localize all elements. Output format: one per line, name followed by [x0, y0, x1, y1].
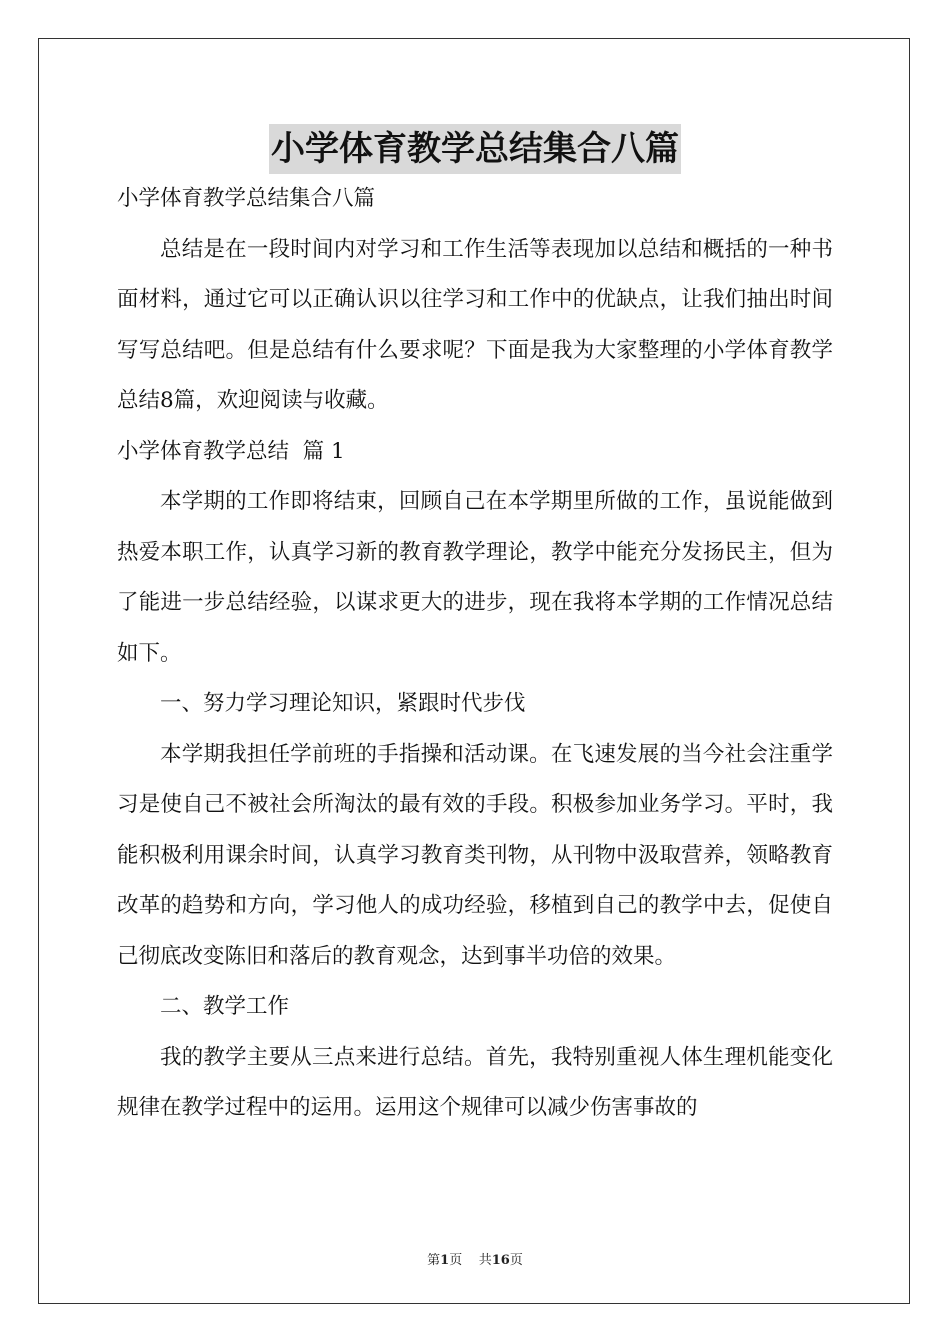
paragraph-3: 我的教学主要从三点来进行总结。首先，我特别重视人体生理机能变化规律在教学过程中的运用。运用这个规律可以减少伤害事故的: [117, 1044, 833, 1120]
page-footer: [0, 1249, 950, 1268]
footer-prefix: 第: [427, 1253, 441, 1268]
footer-total-unit: 页: [509, 1253, 523, 1268]
section-label: 小学体育教学总结 篇 1: [117, 438, 345, 464]
document-body: [117, 174, 833, 1134]
footer-total-pages: 16: [491, 1253, 510, 1268]
title-wrap: [0, 124, 950, 174]
footer-page-unit: 页: [449, 1253, 463, 1268]
heading-1: 一、努力学习理论知识，紧跟时代步伐: [160, 691, 526, 716]
heading-2: 二、教学工作: [160, 994, 290, 1019]
paragraph-1: 本学期的工作即将结束，回顾自己在本学期里所做的工作，虽说能做到热爱本职工作，认真学习新的教育教学理论，教学中能充分发扬民主，但为了能进一步总结经验，以谋求更大的进步，现在我将本学期的工作情况总结如下。: [117, 489, 833, 666]
intro-paragraph: 总结是在一段时间内对学习和工作生活等表现加以总结和概括的一种书面材料，通过它可以正确认识以往学习和工作中的优缺点，让我们抽出时间写写总结吧。但是总结有什么要求呢？下面是我为大家整理的小学体育教学总结8篇，欢迎阅读与收藏。: [117, 236, 833, 413]
paragraph-2: 本学期我担任学前班的手指操和活动课。在飞速发展的当今社会注重学习是使自己不被社会所淘汰的最有效的手段。积极参加业务学习。平时，我能积极利用课余时间，认真学习教育类刊物，从刊物中汲取营养，领略教育改革的趋势和方向，学习他人的成功经验，移植到自己的教学中去，促使自己彻底改变陈旧和落后的教育观念，达到事半功倍的效果。: [117, 741, 833, 969]
document-title: 小学体育教学总结集合八篇: [269, 124, 681, 174]
footer-total-prefix: 共: [478, 1253, 492, 1268]
document-subtitle: 小学体育教学总结集合八篇: [117, 186, 376, 211]
footer-page-number: 1: [440, 1253, 450, 1268]
